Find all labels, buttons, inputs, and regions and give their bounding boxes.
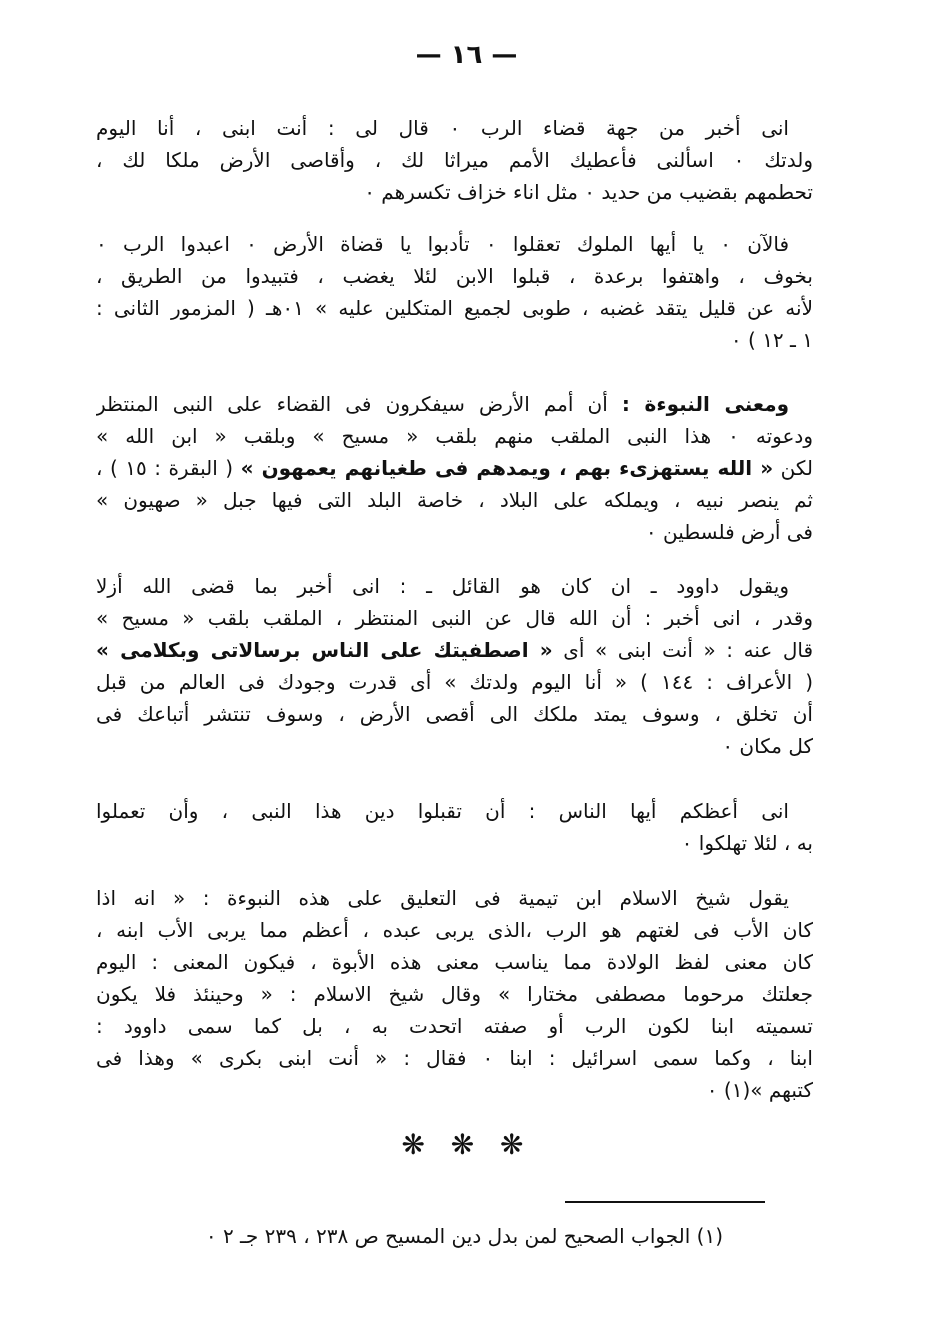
text-line: ولدتك ٠ اسألنى فأعطيك الأمم ميراثا لك ، وأقاصى الأرض ملكا لك ، <box>96 148 813 172</box>
text-line: ويقول داوود ـ ان كان هو القائل ـ : انى أخبر بما قضى الله أزلا <box>96 574 789 598</box>
text-line: تحطمهم بقضيب من حديد ٠ مثل اناء خزاف تكسرهم ٠ <box>364 180 813 204</box>
paragraph-4 <box>96 570 813 762</box>
text-line: فى أرض فلسطين ٠ <box>645 520 813 544</box>
footnote-divider <box>565 1201 765 1203</box>
text-line: كل مكان ٠ <box>722 734 813 758</box>
line-text: أن أمم الأرض سيفكرون فى القضاء على النبى المنتظر <box>96 392 608 416</box>
text-line: كان الأب فى لغتهم هو الرب ،الذى يربى عبده ، أعظم مما يربى الأب ابنه ، <box>96 918 813 942</box>
line-text: لكن <box>780 456 813 480</box>
text-line: انى أعظكم أيها الناس : أن تقبلوا دين هذا النبى ، وأن تعملوا <box>96 799 789 823</box>
text-line: انى أخبر من جهة قضاء الرب ٠ قال لى : أنت ابنى ، أنا اليوم <box>96 116 789 140</box>
section-separator: ❋ ❋ ❋ <box>401 1128 532 1161</box>
text-line: ثم ينصر نبيه ، ويملكه على البلاد ، خاصة البلد التى فيها جبل « صهيون » <box>96 488 813 512</box>
paragraph-6 <box>96 882 813 1106</box>
text-line: جعلتك مرحوما مصطفى مختارا » وقال شيخ الاسلام : « وحينئذ فلا يكون <box>96 982 813 1006</box>
footnote: (١) الجواب الصحيح لمن بدل دين المسيح ص ٢٣٨ ، ٢٣٩ جـ ٢ ٠ <box>205 1224 723 1248</box>
text-line: ١ ـ ١٢ ) ٠ <box>730 328 813 352</box>
text-line: بخوف ، واهتفوا برعدة ، قبلوا الابن لئلا يغضب ، فتبيدوا من الطريق ، <box>96 264 813 288</box>
line-text: ( البقرة : ١٥ ) ، <box>96 456 234 480</box>
page-number: — ١٦ — <box>415 40 518 70</box>
text-line <box>96 634 813 666</box>
text-line: ( الأعراف : ١٤٤ ) « أنا اليوم ولدتك » أى قدرت وجودك فى العالم من قبل <box>96 670 813 694</box>
text-line: كتبهم »(١) ٠ <box>706 1078 813 1102</box>
text-line: كان معنى لفظ الولادة مما يناسب معنى هذه الأبوة ، فيكون المعنى : اليوم <box>96 950 813 974</box>
text-line <box>96 388 813 420</box>
paragraph-2 <box>96 228 813 356</box>
line-text: قال عنه : « أنت ابنى » أى <box>563 638 813 662</box>
quran-quote: « اصطفيتك على الناس برسالاتى وبكلامى » <box>96 638 553 662</box>
paragraph-5 <box>96 795 813 859</box>
quran-quote: « الله يستهزىء بهم ، ويمدهم فى طغيانهم يعمهون » <box>240 456 774 480</box>
text-line: ودعوته ٠ هذا النبى الملقب منهم بلقب « مسيح » وبلقب « ابن الله » <box>96 424 813 448</box>
text-line <box>96 452 813 484</box>
text-line: تسميته ابنا لكون الرب أو صفته اتحدت به ، بل كما سمى داوود : <box>96 1014 813 1038</box>
bold-lead: ومعنى النبوءة : <box>621 392 790 416</box>
text-line: فالآن ٠ يا أيها الملوك تعقلوا ٠ تأدبوا يا قضاة الأرض ٠ اعبدوا الرب ٠ <box>96 232 790 256</box>
paragraph-1 <box>96 112 813 208</box>
text-line: وقدر ، انى أخبر : أن الله قال عن النبى المنتظر ، الملقب بلقب « مسيح » <box>96 606 813 630</box>
text-line: أن تخلق ، وسوف يمتد ملكك الى أقصى الأرض ، وسوف تنتشر أتباعك فى <box>96 702 813 726</box>
text-line: لأنه عن قليل يتقد غضبه ، طوبى لجميع المتكلين عليه » ٠١هـ ( المزمور الثانى : <box>96 296 813 320</box>
text-line: ابنا ، وكما سمى اسرائيل : ابنا ٠ فقال : « أنت ابنى بكرى » وهذا فى <box>96 1046 813 1070</box>
text-line: به ، لئلا تهلكوا ٠ <box>681 831 813 855</box>
text-line: يقول شيخ الاسلام ابن تيمية فى التعليق على هذه النبوءة : « انه اذا <box>96 886 789 910</box>
paragraph-3 <box>96 388 813 548</box>
